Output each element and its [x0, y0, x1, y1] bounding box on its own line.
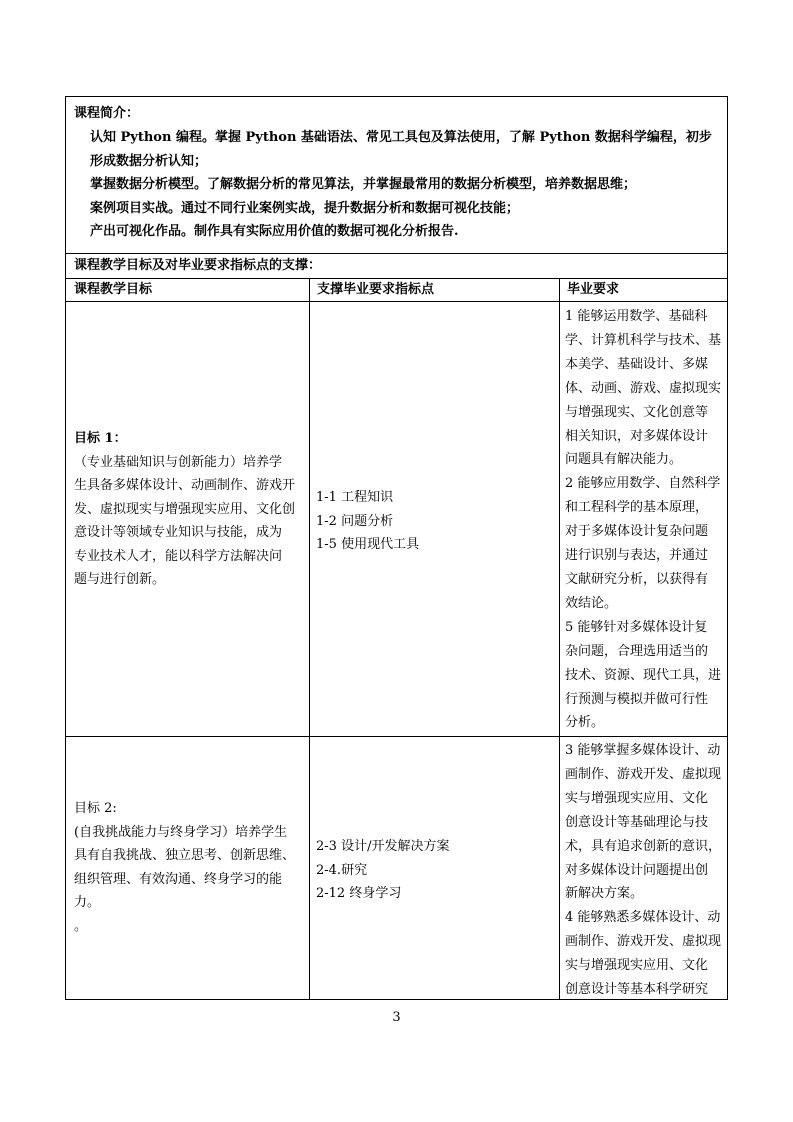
indicator-item: 2-12 终身学习 [316, 886, 402, 901]
requirement-line: 创意设计等基本科学研究 [565, 982, 709, 998]
goal-1-indicators [316, 486, 556, 557]
requirement-line: 本美学、基础设计、多媒 [565, 356, 709, 372]
requirement-line: 创意设计等基础理论与技 [565, 814, 709, 830]
requirement-line: 行预测与模拟并做可行性 [565, 691, 709, 707]
requirement-line: 相关知识，对多媒体设计 [565, 428, 709, 444]
goal-2-title: 目标 2: [74, 801, 117, 816]
goal-1-line: （专业基础知识与创新能力）培养学 [74, 454, 283, 470]
intro-line-3: 掌握数据分析模型。了解数据分析的常见算法，并掌握最常用的数据分析模型，培养数据思维； [90, 177, 637, 192]
course-intro-title: 课程简介： [74, 106, 140, 121]
header-requirement: 毕业要求 [559, 279, 727, 302]
indicator-item: 1-1 工程知识 [316, 490, 394, 505]
goal-1-title: 目标 1： [74, 431, 127, 446]
requirement-line: 对于多媒体设计复杂问题 [565, 524, 709, 540]
syllabus-table-frame [65, 96, 728, 1000]
goal-1-line: 发、虚拟现实与增强现实应用、文化创 [74, 501, 296, 517]
intro-line-5: 产出可视化作品。制作具有实际应用价值的数据可视化分析报告. [90, 224, 459, 239]
goal-2-indicators [316, 835, 556, 906]
requirement-line: 实与增强现实应用、文化 [565, 790, 709, 806]
requirement-line: 3 能够掌握多媒体设计、动 [565, 743, 721, 758]
requirement-line: 杂问题，合理选用适当的 [565, 643, 709, 659]
requirement-line: 术，具有追求创新的意识， [565, 838, 722, 854]
requirement-line: 进行识别与表达，并通过 [565, 548, 709, 564]
requirement-line: 新解决方案。 [565, 886, 644, 902]
goal-1-line: 生具备多媒体设计、动画制作、游戏开 [74, 478, 296, 493]
requirement-line: 对多媒体设计问题提出创 [565, 862, 709, 878]
header-teaching-goal: 课程教学目标 [66, 279, 309, 302]
goal-1-line: 题与进行创新。 [74, 572, 166, 587]
row-divider [66, 736, 727, 737]
table-row-goal-1 [74, 427, 306, 592]
goal-2-line: 力。 [74, 895, 101, 910]
requirement-line: 实与增强现实应用、文化 [565, 958, 709, 974]
course-intro-section [66, 97, 727, 254]
goal-2-line: (自我挑战能力与终身学习）培养学生 [74, 824, 288, 840]
goal-2-line: 。 [74, 918, 88, 934]
requirement-line: 分析。 [565, 715, 605, 731]
goal-2-line: 组织管理、有效沟通、终身学习的能 [74, 871, 283, 887]
indicator-item: 1-2 问题分析 [316, 513, 394, 529]
requirement-line: 和工程科学的基本原理， [565, 500, 709, 516]
intro-line-1: 认知 Python 编程。掌握 Python 基础语法、常见工具包及算法使用，了解 Python 数据科学编程，初步 [90, 130, 712, 145]
intro-line-2: 形成数据分析认知； [90, 153, 208, 169]
requirement-line: 1 能够运用数学、基础科 [565, 309, 708, 324]
column-divider [309, 279, 310, 999]
indicator-item: 2-4.研究 [316, 862, 368, 878]
header-indicator: 支撑毕业要求指标点 [309, 279, 559, 302]
requirement-line: 2 能够应用数学、自然科学 [565, 476, 721, 492]
requirement-line: 画制作、游戏开发、虚拟现 [565, 934, 722, 950]
requirement-line: 文献研究分析，以获得有 [565, 571, 709, 587]
goal-1-requirements [559, 305, 727, 735]
intro-line-4: 案例项目实战。通过不同行业案例实战，提升数据分析和数据可视化技能； [90, 200, 520, 216]
goal-1-line: 专业技术人才，能以科学方法解决问 [74, 548, 283, 564]
requirement-line: 体、动画、游戏、虚拟现实 [565, 380, 722, 396]
requirement-line: 5 能够针对多媒体设计复 [565, 619, 708, 635]
page-number: 3 [392, 1010, 401, 1025]
goal-2-requirements [559, 739, 727, 1002]
requirement-line: 与增强现实、文化创意等 [565, 404, 709, 420]
requirement-line: 技术、资源、现代工具，进 [565, 667, 722, 683]
requirement-line: 4 能够熟悉多媒体设计、动 [565, 910, 721, 926]
indicator-item: 2-3 设计/开发解决方案 [316, 839, 450, 854]
indicator-item: 1-5 使用现代工具 [316, 537, 420, 552]
requirement-line: 画制作、游戏开发、虚拟现 [565, 766, 722, 782]
support-heading: 课程教学目标及对毕业要求指标点的支撑： [66, 254, 727, 279]
goal-2-line: 具有自我挑战、独立思考、创新思维、 [74, 848, 296, 863]
goal-1-line: 意设计等领域专业知识与技能，成为 [74, 525, 283, 540]
table-row-goal-2 [74, 797, 306, 938]
requirement-line: 问题具有解决能力。 [565, 452, 683, 468]
requirement-line: 学、计算机科学与技术、基 [565, 332, 722, 348]
requirement-line: 效结论。 [565, 595, 618, 611]
